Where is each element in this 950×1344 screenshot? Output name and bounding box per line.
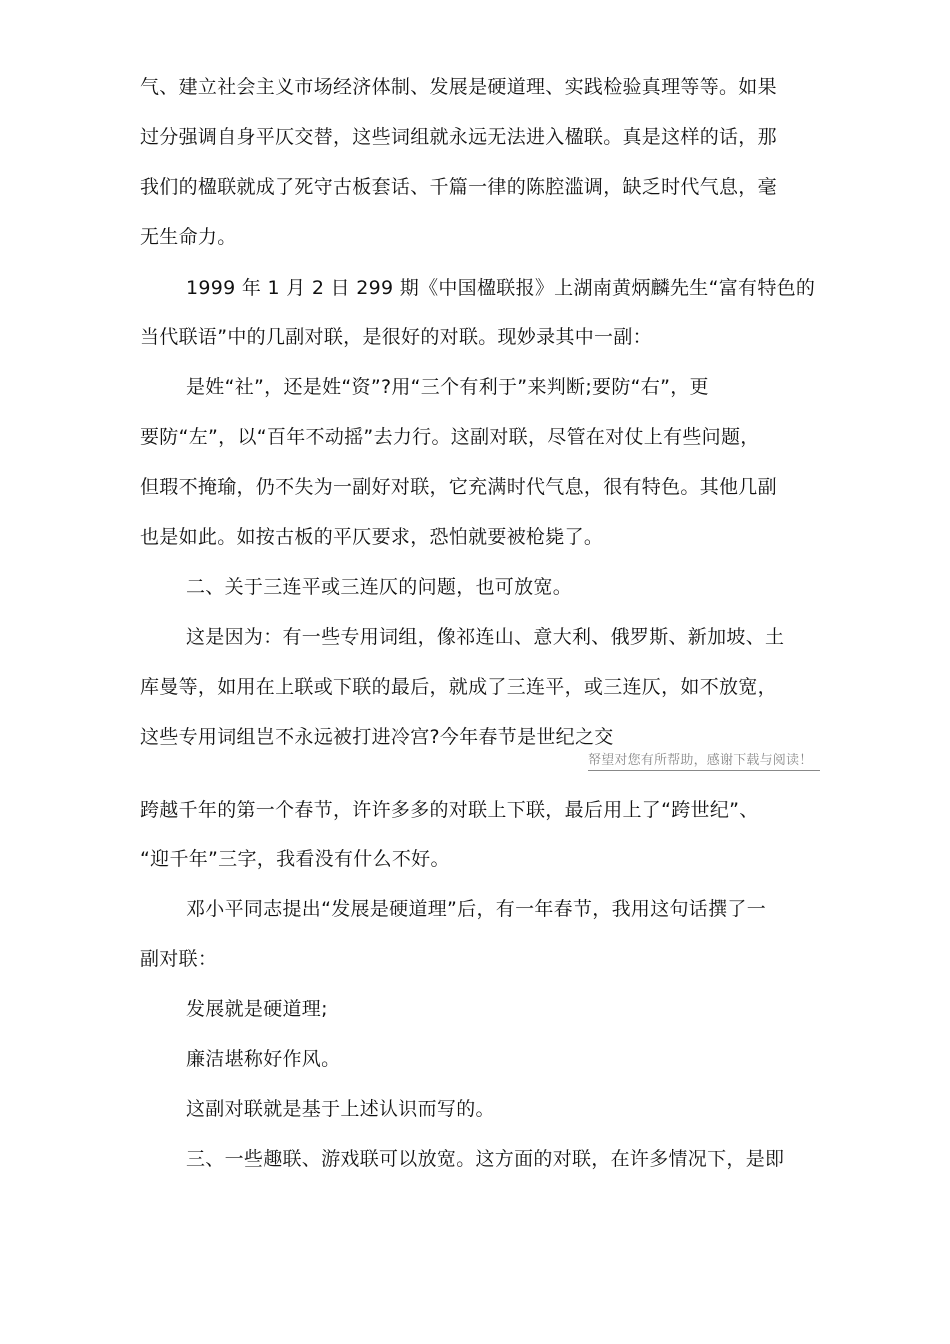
paragraph-line: 气、建立社会主义市场经济体制、发展是硬道理、实践检验真理等等。如果 [140, 76, 777, 98]
paragraph-line: 副对联： [140, 948, 218, 970]
paragraph-line: 这副对联就是基于上述认识而写的。 [186, 1098, 495, 1120]
paragraph-line: 跨越千年的第一个春节，许许多多的对联上下联，最后用上了“跨世纪”、 [140, 799, 759, 821]
couplet-line: 廉洁堪称好作风。 [186, 1048, 341, 1070]
paragraph-line: 过分强调自身平仄交替，这些词组就永远无法进入楹联。真是这样的话，那 [140, 126, 777, 148]
paragraph-line: 我们的楹联就成了死守古板套话、千篇一律的陈腔滥调，缺乏时代气息，毫 [140, 176, 777, 198]
page-footer-note: 帑望对您有所帮助，感谢下载与阅读！ [588, 752, 820, 771]
paragraph-line: “迎千年”三字，我看没有什么不好。 [140, 848, 450, 870]
paragraph-line: 邓小平同志提出“发展是硬道理”后，有一年春节，我用这句话撰了一 [186, 898, 766, 920]
paragraph-line: 也是如此。如按古板的平仄要求，恐怕就要被枪毙了。 [140, 526, 604, 548]
paragraph-line: 这是因为：有一些专用词组，像祁连山、意大利、俄罗斯、新加坡、土 [186, 626, 785, 648]
paragraph-line: 库曼等，如用在上联或下联的最后，就成了三连平，或三连仄，如不放宽， [140, 676, 777, 698]
paragraph-line: 这些专用词组岂不永远被打进冷宫?今年春节是世纪之交 [140, 726, 614, 748]
paragraph-line: 当代联语”中的几副对联，是很好的对联。现妙录其中一副： [140, 326, 652, 348]
paragraph-line: 要防“左”，以“百年不动摇”去力行。这副对联，尽管在对仗上有些问题， [140, 426, 760, 448]
section-heading: 三、一些趣联、游戏联可以放宽。这方面的对联，在许多情况下，是即 [186, 1148, 785, 1170]
paragraph-line: 是姓“社”，还是姓“资”?用“三个有利于”来判断;要防“右”，更 [186, 376, 709, 398]
paragraph-line: 但瑕不掩瑜，仍不失为一副好对联，它充满时代气息，很有特色。其他几副 [140, 476, 777, 498]
paragraph-line: 1999 年 1 月 2 日 299 期《中国楹联报》上湖南黄炳麟先生“富有特色的 [186, 277, 816, 299]
paragraph-line: 无生命力。 [140, 226, 237, 248]
couplet-line: 发展就是硬道理; [186, 998, 328, 1020]
section-heading: 二、关于三连平或三连仄的问题，也可放宽。 [186, 576, 573, 598]
